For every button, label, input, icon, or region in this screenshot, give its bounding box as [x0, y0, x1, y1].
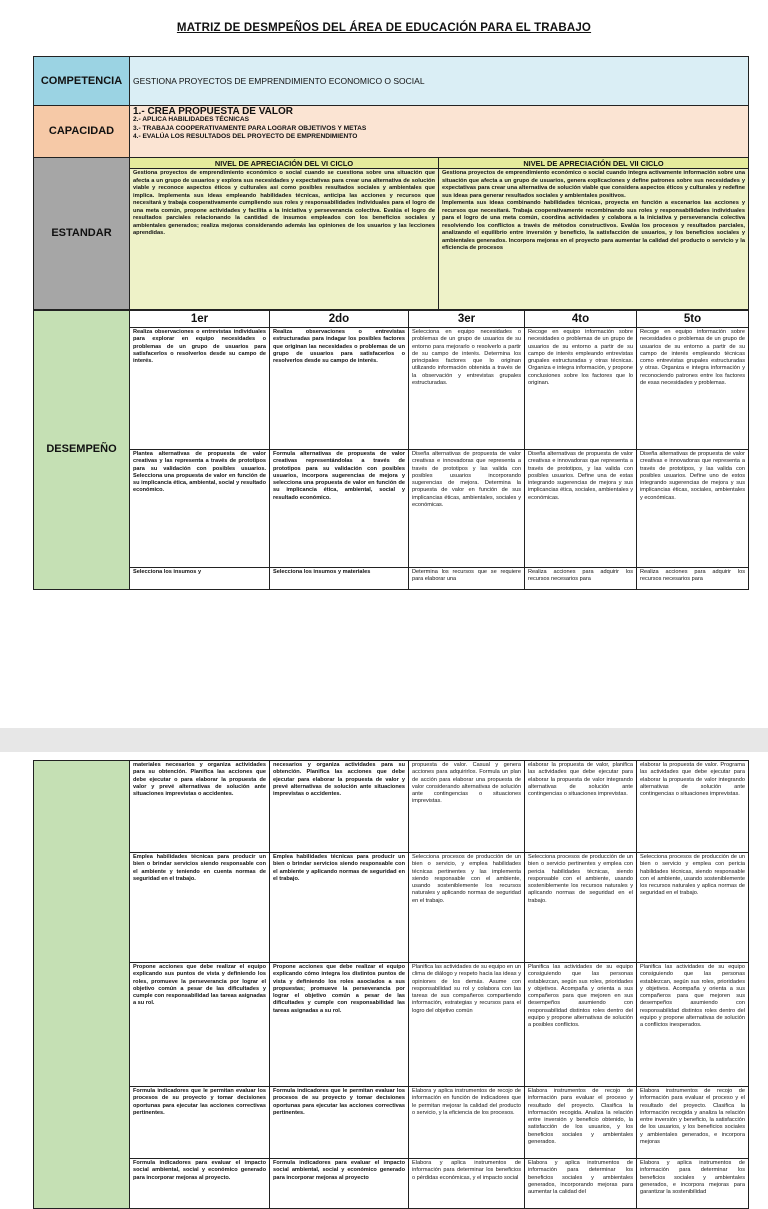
desempeno-cell: elaborar la propuesta de valor, planifica las actividades que debe ejecutar para elaborar la propuesta de valor integrando alternativas de solución ante contingencias o situaciones imprevistas. — [525, 761, 637, 853]
estandar-label: ESTANDAR — [34, 158, 130, 310]
grade-header-1: 1er — [130, 311, 270, 328]
grade-header-5: 5to — [637, 311, 749, 328]
grade-header-2: 2do — [270, 311, 409, 328]
competencia-text: GESTIONA PROYECTOS DE EMPRENDIMIENTO ECONOMICO O SOCIAL — [130, 57, 749, 106]
capacidad-list — [130, 106, 749, 158]
desempeno-cell: Selecciona procesos de producción de un bien o servicio pertinentes y emplea con pericia habilidades técnicas, siendo responsable con el ambiente, usando sosteniblemente los recursos naturales y aplicando normas de seguridad en el trabajo. — [525, 853, 637, 963]
desempeno-cell: Emplea habilidades técnicas para producir un bien o brindar servicios siendo responsable con el ambiente y teniendo en cuenta normas de seguridad en el trabajo. — [130, 853, 270, 963]
desempeno-cell: Formula indicadores que le permitan evaluar los procesos de su proyecto y tomar decisiones oportunas para ejecutar las acciones correctivas pertinentes. — [130, 1087, 270, 1159]
desempeno-cell: Realiza acciones para adquirir los recursos necesarios para — [525, 568, 637, 590]
desempeno-table-page-1 — [33, 310, 749, 590]
desempeno-cell: Formula indicadores para evaluar el impacto social ambiental, social y económico generado para incorporar mejoras al proyecto — [270, 1159, 409, 1209]
desempeno-cell: necesarios y organiza actividades para su obtención. Planifica las acciones que debe ejecutar para elaborar la propuesta de valor y prevé alternativas de solución ante situaciones imprevistas o accidentes. — [270, 761, 409, 853]
ciclo-vii-text — [439, 169, 749, 310]
desempeno-cell: Plantea alternativas de propuesta de valor creativas y las representa a través de prototipos para su validación con posibles usuarios. Selecciona una propuesta de valor en función de su implicancia ética, ambiental, social y resultado económico. — [130, 450, 270, 568]
desempeno-cell: Selecciona los insumos y — [130, 568, 270, 590]
desempeno-cell: Emplea habilidades técnicas para producir un bien o brindar servicios siendo responsable con el ambiente y aplicando normas de seguridad en el trabajo. — [270, 853, 409, 963]
desempeno-cell: Recoge en equipo información sobre necesidades o problemas de un grupo de usuarios de su entorno a partir de su campo de interés empleando entrevistas grupales estructuradas y otras técnicas. Organiza e integra información, y propone conclusiones sobre los factores que lo originan. — [525, 328, 637, 450]
page-separator — [0, 728, 768, 752]
grade-header-3: 3er — [409, 311, 525, 328]
competencia-capacidad-estandar-table — [33, 56, 749, 310]
desempeno-cell: propuesta de valor. Casual y genera acciones para adquirirlos. Formula un plan de acción para elaborar una propuesta de valor considerando alternativas de solución ante contingencias o situaciones imprevistas. — [409, 761, 525, 853]
desempeno-cell: Planifica las actividades de su equipo en un clima de diálogo y respeto hacia las ideas y opiniones de los demás. Asume con responsabilidad su rol y colabora con las tareas de sus compañeros compartiendo información, estrategias y recursos para el logro del objetivo común — [409, 963, 525, 1087]
desempeno-cell: Elabora instrumentos de recojo de información para evaluar el proceso y el resultado del proyecto. Clasifica la información recogida y analiza la relación entre inversión y beneficio, la satisfacción de los usuarios, y los beneficios sociales y ambientales generados, e incorpora mejoras — [637, 1087, 749, 1159]
desempeno-cell: Planifica las actividades de su equipo consiguiendo que las personas establezcan, según sus roles, prioridades y objetivos. Acompaña y orienta a sus compañeros para que mejoren sus desempeños asumiendo con responsabilidad distintos roles dentro del equipo y propone alternativas de solución a conflictos inesperados. — [637, 963, 749, 1087]
desempeno-cell: Selecciona los insumos y materiales — [270, 568, 409, 590]
ciclo-vii-header: NIVEL DE APRECIACIÓN DEL VII CICLO — [439, 158, 749, 169]
desempeno-cell: Elabora y aplica instrumentos de información para determinar los beneficios sociales y ambientales generados, incorporando mejoras para aumentar la calidad del — [525, 1159, 637, 1209]
desempeno-cell: Elabora y aplica instrumentos de información para determinar los beneficios o pérdidas económicas, y el impacto social — [409, 1159, 525, 1209]
desempeno-label-continued — [34, 761, 130, 1209]
desempeno-cell: Realiza observaciones o entrevistas estructuradas para indagar los posibles factores que originan las necesidades o problemas de un grupo de usuarios para satisfacerlos o resolverlos desde su campo de interés. — [270, 328, 409, 450]
desempeno-cell: Elabora instrumentos de recojo de información para evaluar el proceso y resultado del proyecto. Clasifica la información recogida. Analiza la relación entre inversión y beneficio obtenido, la satisfacción de los usuarios, y los beneficios sociales y ambientales generados. — [525, 1087, 637, 1159]
desempeno-cell: Diseña alternativas de propuesta de valor creativas e innovadoras que representa a través de prototipos, y las valida con posibles usuarios. Define una de estas integrando sugerencias de mejora y sus implicancias ética, sociales, ambientales y económicas. — [525, 450, 637, 568]
ciclo-vii-paragraph: Gestiona proyectos de emprendimiento económico o social cuando integra activamente información sobre una situación que afecta a un grupo de usuarios, genera explicaciones y define patrones sobre sus necesidades y expectativas para crear una alternativa de solución viable que considera aspectos éticos y culturales y redefine sus ideas para generar resultados sociales y ambientales positivos. — [442, 170, 746, 199]
ciclo-vi-header: NIVEL DE APRECIACIÓN DEL VI CICLO — [130, 158, 439, 169]
desempeno-table-page-2 — [33, 760, 749, 1209]
desempeno-cell: Formula indicadores para evaluar el impacto social ambiental, social y económico generado para incorporar mejoras al proyecto. — [130, 1159, 270, 1209]
capacidad-item: 4.- EVALÚA LOS RESULTADOS DEL PROYECTO DE EMPRENDIMIENTO — [133, 133, 358, 141]
desempeno-cell: Propone acciones que debe realizar el equipo explicando cómo integra los distintos puntos de vista y definiendo los roles asociados a sus propuestas; promueve la perseverancia por lograr el objetivo común a pesar de las dificultades y cumple con responsabilidad las tareas asignadas a su rol. — [270, 963, 409, 1087]
desempeno-cell: elaborar la propuesta de valor. Programa las actividades que debe ejecutar para elaborar la propuesta de valor integrando alternativas de solución ante contingencias o situaciones imprevistas. — [637, 761, 749, 853]
document-title: MATRIZ DE DESMPEÑOS DEL ÁREA DE EDUCACIÓN PARA EL TRABAJO — [176, 22, 592, 34]
capacidad-label: CAPACIDAD — [34, 106, 130, 158]
desempeno-cell: Realiza observaciones o entrevistas individuales para explorar en equipo necesidades o problemas de un grupo de usuarios para satisfacerlos o resolverlos desde su campo de interés. — [130, 328, 270, 450]
desempeno-cell: materiales necesarios y organiza actividades para su obtención. Planifica las acciones que debe ejecutar o para elaborar la propuesta de valor y prevé alternativas de solución ante situaciones imprevistas o accidentes. — [130, 761, 270, 853]
ciclo-vi-text: Gestiona proyectos de emprendimiento económico o social cuando se cuestiona sobre una situación que afecta a un grupo de usuarios y explora sus necesidades y expectativas para crear una alternativa de solución viable y reconoce aspectos éticos y culturales así como posibles resultados sociales y ambientales que implica. Implementa sus ideas empleando habilidades técnicas, anticipa las acciones y recursos que necesitará y trabaja cooperativamente cumpliendo sus roles y responsabilidades individuales para el logro de una meta común, propone actividades y facilita a la iniciativa y perseverancia colectiva. Evalúa el logro de resultados parciales relacionando la cantidad de insumos empleados con los beneficios sociales y ambientales generados; realiza mejoras considerando además las opiniones de los usuarios y las lecciones aprendidas. — [130, 169, 439, 310]
desempeno-cell: Recoge en equipo información sobre necesidades o problemas de un grupo de usuarios de su entorno a partir de su campo de interés empleando técnicas como entrevistas grupales estructuradas y otras. Organiza e integra información y reconociendo patrones entre los factores de esas necesidades y problemas. — [637, 328, 749, 450]
desempeno-cell: Selecciona procesos de producción de un bien o servicio y emplea con pericia habilidades técnicas, siendo responsable con el ambiente, usando sosteniblemente los recursos naturales y aplica normas de seguridad en el trabajo. — [637, 853, 749, 963]
desempeno-cell: Selecciona en equipo necesidades o problemas de un grupo de usuarios de su entorno para mejorarlo o resolverlo a partir de su campo de interés. Determina los principales factores que lo originan utilizando información obtenida a través de la observación y entrevistas grupales estructuradas. — [409, 328, 525, 450]
competencia-label: COMPETENCIA — [34, 57, 130, 106]
desempeno-cell: Formula indicadores que le permitan evaluar los procesos de su proyecto y tomar decisiones oportunas para ejecutar las acciones correctivas pertinentes. — [270, 1087, 409, 1159]
desempeno-cell: Realiza acciones para adquirir los recursos necesarios para — [637, 568, 749, 590]
document-page-2 — [0, 752, 768, 1196]
desempeno-cell: Diseña alternativas de propuesta de valor creativas e innovadoras que representa a través de prototipos y las valida con posibles usuarios incorporando sugerencias de mejora. Determina la propuesta de valor en función de sus implicancias éticas, ambientales, sociales y económicas. — [409, 450, 525, 568]
desempeno-cell: Elabora y aplica instrumentos de recojo de información en función de indicadores que le permitan mejorar la calidad del producto o servicio, y la eficiencia de los procesos. — [409, 1087, 525, 1159]
desempeno-cell: Elabora y aplica instrumentos de información para determinar los beneficios sociales y ambientales generados, e incorpora mejoras para garantizar la sostenibilidad — [637, 1159, 749, 1209]
desempeno-cell: Planifica las actividades de su equipo consiguiendo que las personas establezcan, según sus roles, prioridades y objetivos. Acompaña y orienta a sus compañeros para que mejoren en sus desempeños asumiendo con responsabilidad distintos roles dentro del equipo y propone alternativas de solución a posibles conflictos. — [525, 963, 637, 1087]
desempeno-cell: Diseña alternativas de propuesta de valor creativas e innovadoras que representa a través de prototipos, y las valida con posibles usuarios. Define uno de estos integrando sugerencias de mejora y sus implicancias éticas, sociales, ambientales y económicas. — [637, 450, 749, 568]
capacidad-item: 3.- TRABAJA COOPERATIVAMENTE PARA LOGRAR OBJETIVOS Y METAS — [133, 124, 367, 132]
ciclo-vii-paragraph: Implementa sus ideas combinando habilidades técnicas, proyecta en función a escenarios las acciones y recursos que necesitará. Trabaja cooperativamente recombinando sus roles y responsabilidades individuales para el logro de una meta común, coordina actividades y colabora a la iniciativa y perseverancia colectiva resolviendo los conflictos a través de métodos constructivos. Evalúa los procesos y resultados parciales, analizando el equilibrio entre inversión y beneficio, la satisfacción de usuarios, y los beneficios sociales y ambientales generados. Incorpora mejoras en el proyecto para aumentar la calidad del producto o servicio y la eficiencia de procesos — [442, 200, 746, 251]
capacidad-item: 2.- APLICA HABILIDADES TÉCNICAS — [133, 116, 250, 124]
desempeno-cell: Determina los recursos que se requiere para elaborar una — [409, 568, 525, 590]
capacidad-item: 1.- CREA PROPUESTA DE VALOR — [133, 106, 294, 117]
desempeno-cell: Formula alternativas de propuesta de valor creativas representándolas a través de prototipos para su validación con posibles usuarios, incorpora sugerencias de mejora y selecciona una propuesta de valor en función de su implicancia ética, ambiental, social y resultado económico. — [270, 450, 409, 568]
desempeno-cell: Selecciona procesos de producción de un bien o servicio, y emplea habilidades técnicas pertinentes y las implementa siendo responsable con el ambiente, usando sosteniblemente los recursos naturales y aplicando normas de seguridad en el trabajo. — [409, 853, 525, 963]
desempeno-cell: Propone acciones que debe realizar el equipo explicando sus puntos de vista y definiendo los roles, promueve la perseverancia por lograr el objetivo común a pesar de las dificultades y cumple con responsabilidad las tareas asignadas a su rol. — [130, 963, 270, 1087]
desempeno-label: DESEMPEÑO — [34, 311, 130, 590]
grade-header-4: 4to — [525, 311, 637, 328]
